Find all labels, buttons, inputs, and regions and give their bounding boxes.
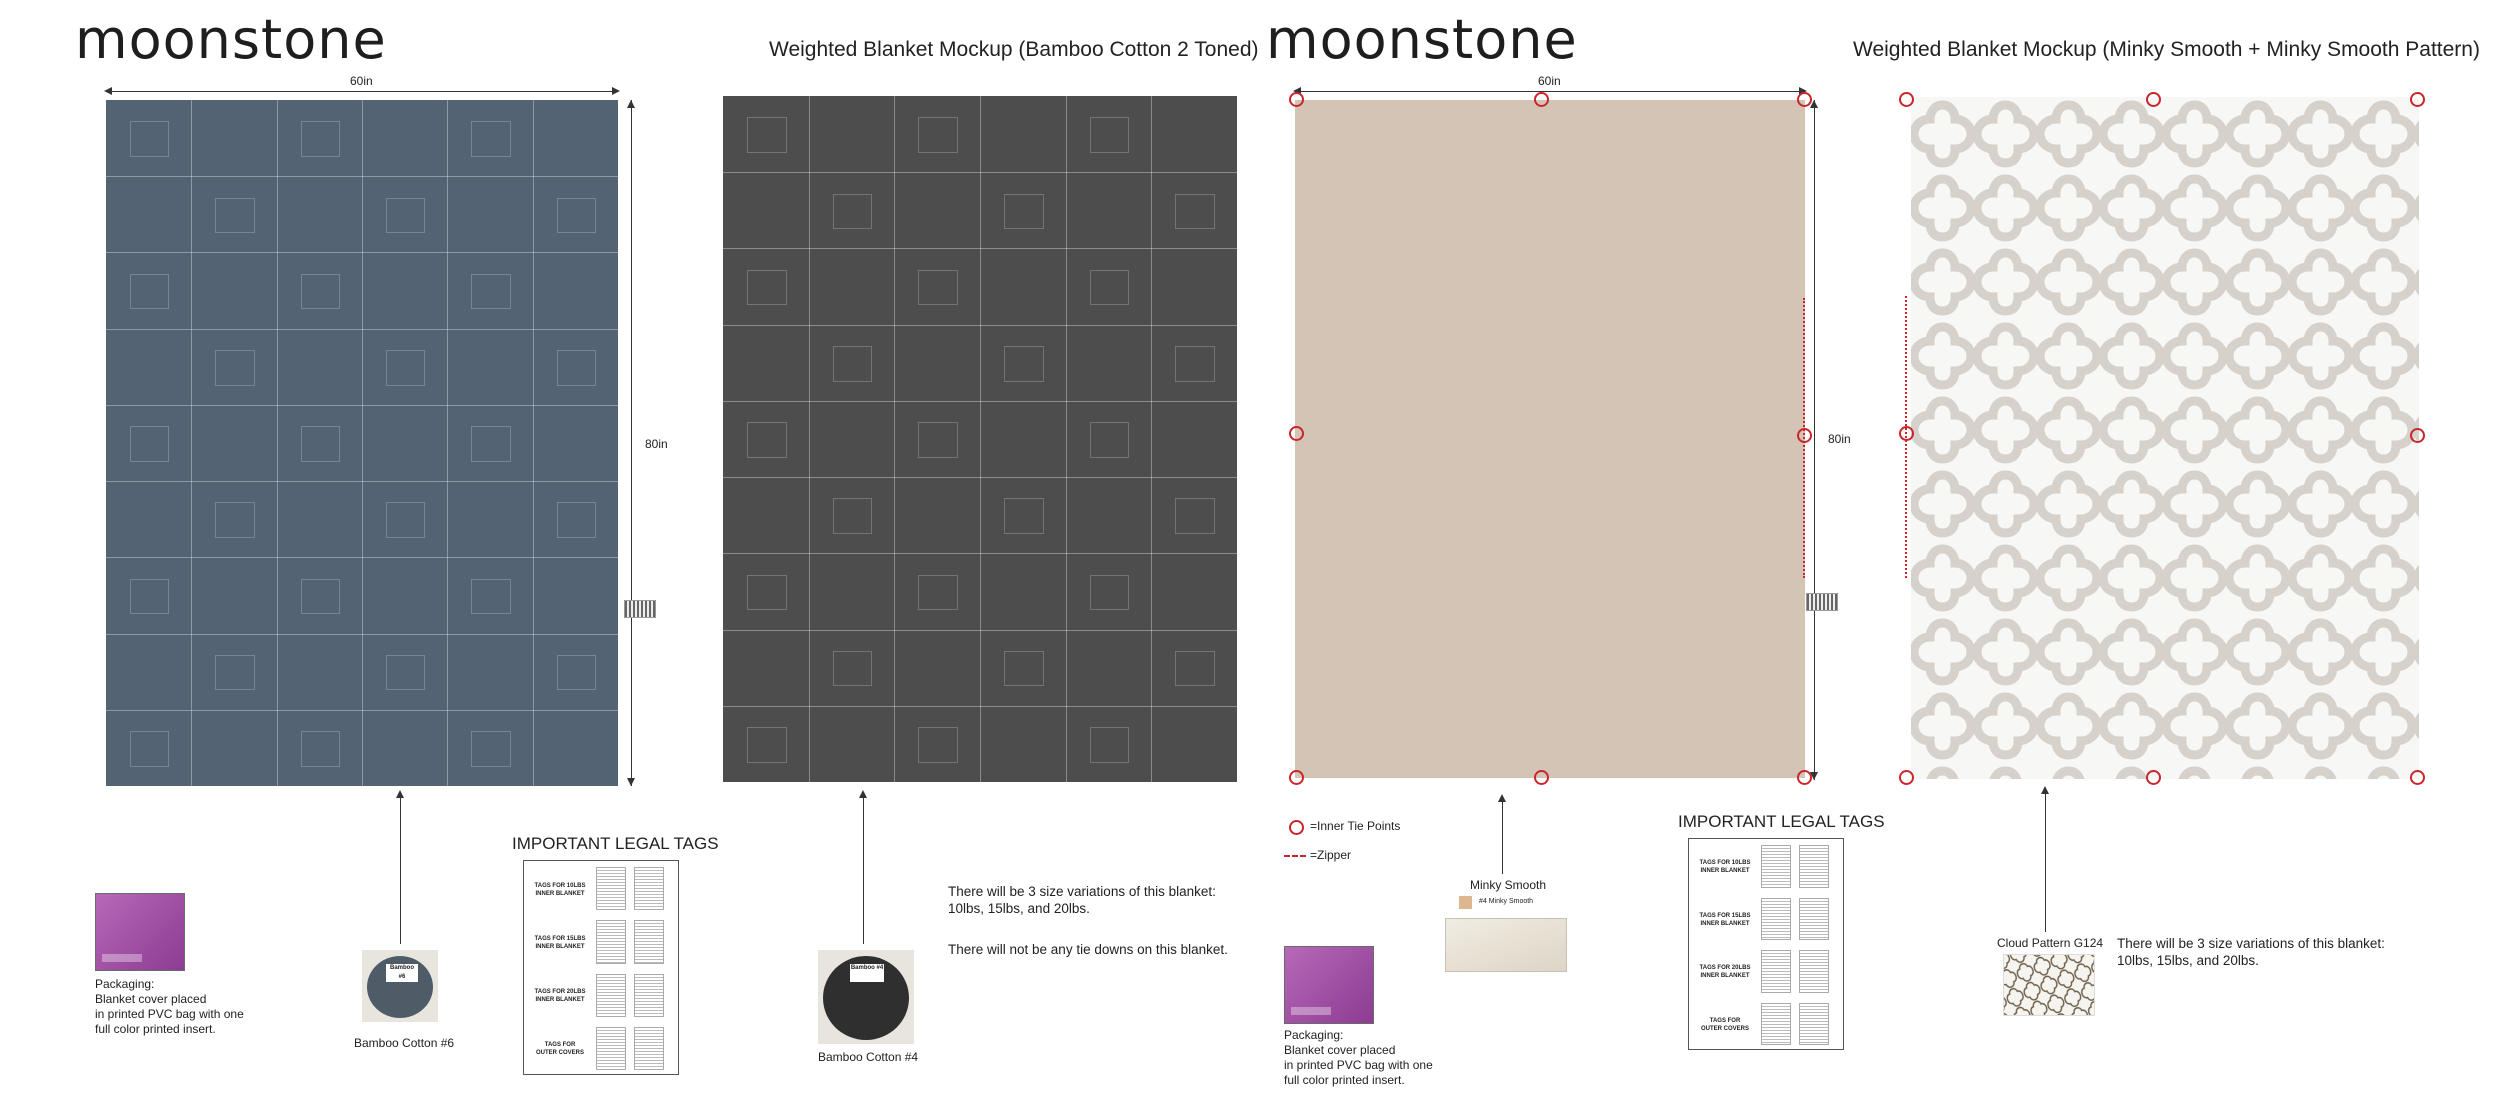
legend-zipper: =Zipper xyxy=(1310,848,1352,862)
tag-row xyxy=(1689,843,1843,903)
size-variation-note: 10lbs, 15lbs, and 20lbs. xyxy=(2117,953,2259,968)
grid-square xyxy=(130,121,170,157)
zipper-pull-icon xyxy=(1806,593,1838,611)
packaging-description: full color printed insert. xyxy=(1284,1073,1405,1087)
tag-label: TAGS FOR 15LBS INNER BLANKET xyxy=(1699,912,1751,927)
grid-square xyxy=(471,731,511,767)
arrow-up-icon xyxy=(627,100,635,108)
grid-line xyxy=(106,405,618,406)
width-dimension-line xyxy=(106,91,618,92)
swatch-label: Cloud Pattern G124 xyxy=(1997,936,2104,950)
grid-square xyxy=(471,426,511,462)
packaging-description: Blanket cover placed xyxy=(1284,1043,1396,1057)
legal-tags-title: IMPORTANT LEGAL TAGS xyxy=(512,834,719,853)
swatch-label: Bamboo Cotton #4 xyxy=(818,1050,919,1064)
size-variation-note: 10lbs, 15lbs, and 20lbs. xyxy=(948,901,1090,916)
grid-line xyxy=(809,96,810,782)
tag-row xyxy=(1689,948,1843,1008)
grid-square xyxy=(833,498,873,534)
color-chip xyxy=(1459,896,1472,909)
grid-square xyxy=(1175,651,1215,687)
packaging-label: Packaging: xyxy=(1284,1028,1344,1042)
grid-line xyxy=(723,706,1237,707)
tag-thumbnail xyxy=(634,920,664,963)
grid-square xyxy=(833,346,873,382)
tag-thumbnail xyxy=(1799,950,1829,993)
tag-row xyxy=(524,1025,678,1085)
quatrefoil-pattern xyxy=(1911,97,2419,779)
grid-line xyxy=(533,100,534,786)
grid-square xyxy=(1090,575,1130,611)
swatch-label: Bamboo Cotton #6 xyxy=(354,1036,455,1050)
packaging-description: in printed PVC bag with one xyxy=(1284,1058,1433,1072)
grid-square xyxy=(471,121,511,157)
fabric-swatch-photo xyxy=(1445,918,1567,972)
tie-point-icon xyxy=(2410,770,2425,785)
height-dimension-label: 80in xyxy=(645,437,668,451)
grid-square xyxy=(301,731,341,767)
width-dimension-line xyxy=(1295,91,1805,92)
tag-label: TAGS FOR 10LBS INNER BLANKET xyxy=(534,882,586,897)
pointer-line xyxy=(2045,790,2046,932)
grid-square xyxy=(918,727,958,763)
tag-thumbnail xyxy=(634,1027,664,1070)
grid-line xyxy=(723,477,1237,478)
grid-square xyxy=(918,117,958,153)
grid-square xyxy=(471,579,511,615)
grid-square xyxy=(386,350,426,386)
tie-point-icon xyxy=(1797,770,1812,785)
grid-line xyxy=(723,325,1237,326)
grid-line xyxy=(1066,96,1067,782)
blanket-bamboo-4 xyxy=(723,96,1237,782)
grid-square xyxy=(557,350,597,386)
height-dimension-line xyxy=(1814,100,1815,780)
arrow-down-icon xyxy=(627,778,635,786)
grid-line xyxy=(106,634,618,635)
tie-down-note: There will not be any tie downs on this blanket. xyxy=(948,942,1228,957)
arrow-left-icon xyxy=(104,87,112,95)
tie-point-icon xyxy=(2410,92,2425,107)
chip-label: #4 Minky Smooth xyxy=(1479,898,1534,905)
swatch-tag: Bamboo #6 xyxy=(386,964,418,982)
packaging-description: in printed PVC bag with one xyxy=(95,1007,244,1021)
tag-row xyxy=(524,918,678,978)
tie-point-icon xyxy=(1534,770,1549,785)
pointer-line xyxy=(863,794,864,944)
cloud-pattern-icon xyxy=(2004,955,2094,1015)
tag-row xyxy=(1689,1001,1843,1061)
grid-square xyxy=(215,502,255,538)
grid-square xyxy=(1175,194,1215,230)
grid-line xyxy=(106,710,618,711)
arrow-right-icon xyxy=(612,87,620,95)
tie-point-icon xyxy=(1797,428,1812,443)
grid-square xyxy=(747,422,787,458)
tag-thumbnail xyxy=(1799,1003,1829,1046)
blanket-minky-pattern xyxy=(1911,97,2419,779)
grid-square xyxy=(215,655,255,691)
pointer-arrow-icon xyxy=(2041,786,2049,794)
tag-label: TAGS FOR 15LBS INNER BLANKET xyxy=(534,935,586,950)
packaging-label: Packaging: xyxy=(95,977,155,991)
swatch-tag: Bamboo #4 xyxy=(850,964,884,982)
tag-row xyxy=(524,865,678,925)
size-variation-note: There will be 3 size variations of this blanket: xyxy=(2117,936,2385,951)
grid-square xyxy=(918,422,958,458)
width-dimension-label: 60in xyxy=(350,74,373,88)
tag-thumbnail xyxy=(596,920,626,963)
grid-square xyxy=(833,651,873,687)
fabric-swatch-photo xyxy=(818,950,914,1044)
tag-thumbnail xyxy=(1761,898,1791,941)
tag-thumbnail xyxy=(1761,845,1791,888)
grid-square xyxy=(918,270,958,306)
grid-line xyxy=(106,176,618,177)
grid-line xyxy=(191,100,192,786)
packaging-photo xyxy=(1284,946,1374,1024)
pointer-arrow-icon xyxy=(396,790,404,798)
tie-point-icon xyxy=(1899,92,1914,107)
grid-line xyxy=(362,100,363,786)
grid-square xyxy=(301,426,341,462)
grid-square xyxy=(1004,194,1044,230)
swatch-label: Minky Smooth xyxy=(1470,878,1547,892)
tag-thumbnail xyxy=(1799,898,1829,941)
grid-square xyxy=(833,194,873,230)
packaging-photo xyxy=(95,893,185,971)
grid-square xyxy=(1090,727,1130,763)
tie-point-icon xyxy=(1289,770,1304,785)
pointer-arrow-icon xyxy=(859,790,867,798)
tag-thumbnail xyxy=(634,867,664,910)
grid-line xyxy=(723,630,1237,631)
grid-square xyxy=(386,198,426,234)
blanket-bamboo-6 xyxy=(106,100,618,786)
tag-label: TAGS FOR 20LBS INNER BLANKET xyxy=(1699,965,1751,980)
tie-point-icon xyxy=(1797,92,1812,107)
tag-thumbnail xyxy=(596,867,626,910)
grid-square xyxy=(747,727,787,763)
tie-point-icon xyxy=(1899,426,1914,441)
grid-line xyxy=(106,252,618,253)
grid-square xyxy=(747,117,787,153)
grid-square xyxy=(1175,346,1215,382)
grid-line xyxy=(106,329,618,330)
tag-thumbnail xyxy=(1761,1003,1791,1046)
grid-square xyxy=(557,502,597,538)
grid-square xyxy=(1004,651,1044,687)
fabric-swatch-photo xyxy=(362,950,438,1022)
grid-square xyxy=(918,575,958,611)
tag-label: TAGS FOR 20LBS INNER BLANKET xyxy=(534,989,586,1004)
grid-line xyxy=(723,172,1237,173)
grid-line xyxy=(980,96,981,782)
grid-square xyxy=(130,731,170,767)
grid-line xyxy=(1151,96,1152,782)
tag-thumbnail xyxy=(596,1027,626,1070)
tie-point-icon xyxy=(2410,428,2425,443)
grid-square xyxy=(1090,270,1130,306)
grid-square xyxy=(386,502,426,538)
pointer-arrow-icon xyxy=(1498,794,1506,802)
tie-point-icon xyxy=(1899,770,1914,785)
grid-square xyxy=(130,274,170,310)
tag-label: TAGS FOR 10LBS INNER BLANKET xyxy=(1699,860,1751,875)
grid-square xyxy=(301,121,341,157)
brand-logo: moonstone xyxy=(1266,8,1578,71)
grid-line xyxy=(106,557,618,558)
grid-square xyxy=(301,579,341,615)
tie-point-icon xyxy=(1534,92,1549,107)
grid-square xyxy=(1004,498,1044,534)
blanket-minky-smooth xyxy=(1295,100,1805,778)
packaging-description: full color printed insert. xyxy=(95,1022,216,1036)
tie-point-icon xyxy=(2146,770,2161,785)
tag-thumbnail xyxy=(634,974,664,1017)
pointer-line xyxy=(400,794,401,944)
fabric-swatch-photo xyxy=(2003,954,2095,1016)
grid-square xyxy=(301,274,341,310)
tie-point-icon xyxy=(1289,92,1304,107)
grid-square xyxy=(1090,422,1130,458)
brand-logo: moonstone xyxy=(75,8,387,71)
height-dimension-label: 80in xyxy=(1828,432,1851,446)
tag-thumbnail xyxy=(596,974,626,1017)
grid-line xyxy=(723,248,1237,249)
tie-point-icon xyxy=(2146,92,2161,107)
grid-line xyxy=(447,100,448,786)
page-title: Weighted Blanket Mockup (Minky Smooth + Minky Smooth Pattern) xyxy=(1853,38,2480,61)
tag-thumbnail xyxy=(1799,845,1829,888)
legal-tags-sheet xyxy=(523,860,679,1075)
tag-row xyxy=(524,972,678,1032)
grid-line xyxy=(723,553,1237,554)
tag-row xyxy=(1689,896,1843,956)
grid-square xyxy=(557,198,597,234)
legal-tags-title: IMPORTANT LEGAL TAGS xyxy=(1678,812,1885,831)
grid-square xyxy=(215,350,255,386)
grid-square xyxy=(471,274,511,310)
tag-thumbnail xyxy=(1761,950,1791,993)
grid-square xyxy=(747,270,787,306)
grid-square xyxy=(1090,117,1130,153)
pointer-line xyxy=(1502,798,1503,874)
grid-square xyxy=(557,655,597,691)
grid-square xyxy=(215,198,255,234)
grid-line xyxy=(277,100,278,786)
packaging-description: Blanket cover placed xyxy=(95,992,207,1006)
tie-point-legend-icon xyxy=(1289,820,1304,835)
grid-square xyxy=(1175,498,1215,534)
width-dimension-label: 60in xyxy=(1538,74,1561,88)
grid-line xyxy=(723,401,1237,402)
size-variation-note: There will be 3 size variations of this blanket: xyxy=(948,884,1216,899)
tag-label: TAGS FOR OUTER COVERS xyxy=(1700,1017,1749,1032)
grid-square xyxy=(747,575,787,611)
page-title: Weighted Blanket Mockup (Bamboo Cotton 2 Toned) xyxy=(769,38,1259,61)
zipper-pull-icon xyxy=(624,600,656,618)
grid-square xyxy=(1004,346,1044,382)
grid-square xyxy=(130,426,170,462)
height-dimension-line xyxy=(631,100,632,786)
grid-square xyxy=(130,579,170,615)
tie-point-icon xyxy=(1289,426,1304,441)
tag-label: TAGS FOR OUTER COVERS xyxy=(535,1042,584,1057)
grid-line xyxy=(894,96,895,782)
zipper-legend-icon xyxy=(1284,855,1306,857)
legal-tags-sheet xyxy=(1688,838,1844,1050)
grid-square xyxy=(386,655,426,691)
grid-line xyxy=(106,481,618,482)
legend-tie-points: =Inner Tie Points xyxy=(1310,819,1401,833)
